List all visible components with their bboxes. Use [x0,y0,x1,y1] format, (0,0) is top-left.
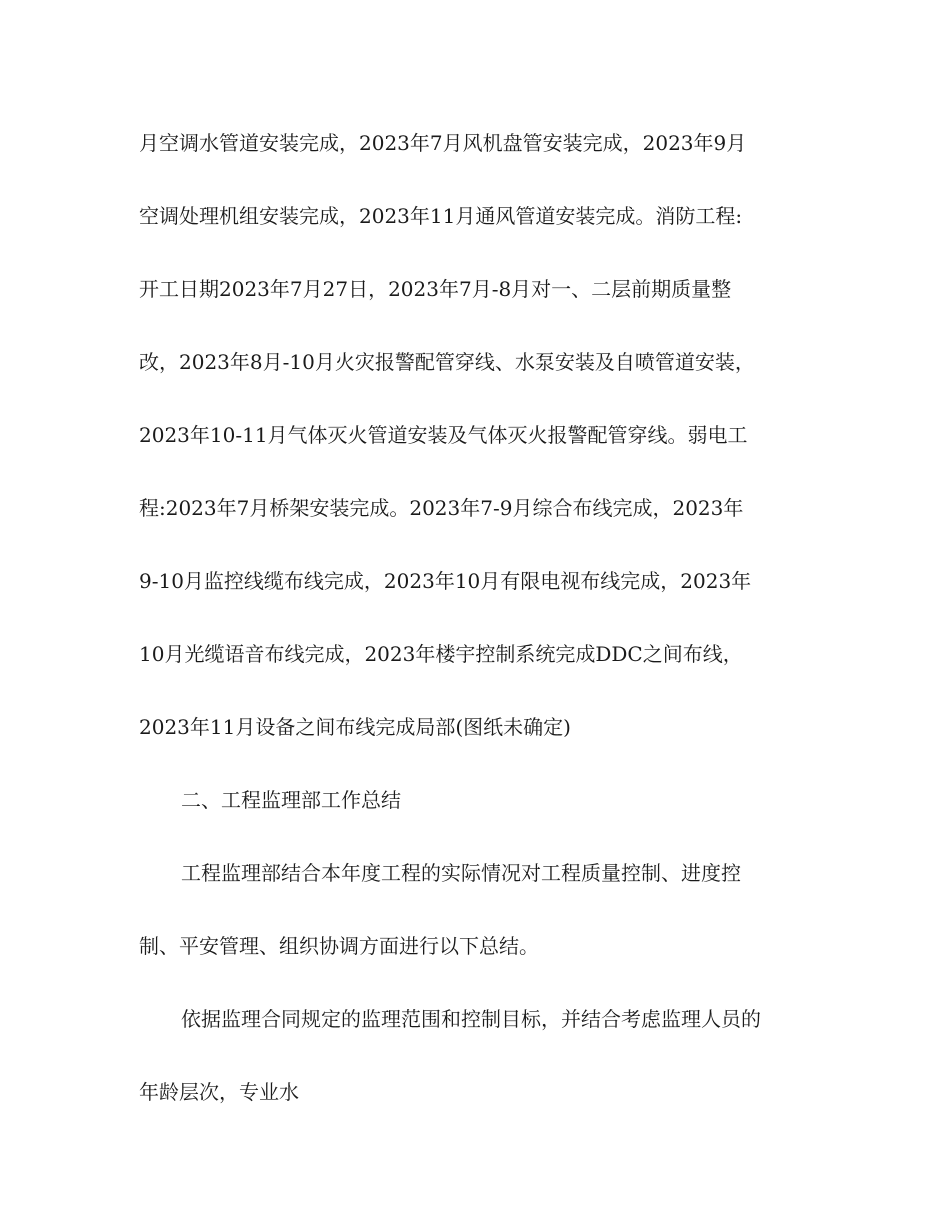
paragraph-line: 2023年10-11月气体灭火管道安装及气体灭火报警配管穿线。弱电工 [139,423,748,447]
paragraph-line: 程:2023年7月桥架安装完成。2023年7-9月综合布线完成，2023年 [139,496,744,520]
paragraph-line: 制、平安管理、组织协调方面进行以下总结。 [139,934,539,958]
paragraph-line: 10月光缆语音布线完成，2023年楼宇控制系统完成DDC之间布线， [139,642,743,666]
paragraph-line: 年龄层次，专业水 [139,1080,299,1104]
section-heading: 二、工程监理部工作总结 [181,788,401,812]
paragraph-line: 月空调水管道安装完成，2023年7月风机盘管安装完成，2023年9月 [139,131,747,155]
paragraph-line: 开工日期2023年7月27日，2023年7月-8月对一、二层前期质量整 [139,277,732,301]
paragraph-line: 改，2023年8月-10月火灾报警配管穿线、水泵安装及自喷管道安装， [139,350,755,374]
paragraph-line: 工程监理部结合本年度工程的实际情况对工程质量控制、进度控 [181,861,741,885]
paragraph-line: 9-10月监控线缆布线完成，2023年10月有限电视布线完成，2023年 [139,569,752,593]
paragraph-line: 2023年11月设备之间布线完成局部(图纸未确定) [139,715,571,739]
paragraph-line: 空调处理机组安装完成，2023年11月通风管道安装完成。消防工程: [139,204,743,228]
paragraph-line: 依据监理合同规定的监理范围和控制目标，并结合考虑监理人员的 [181,1007,761,1031]
